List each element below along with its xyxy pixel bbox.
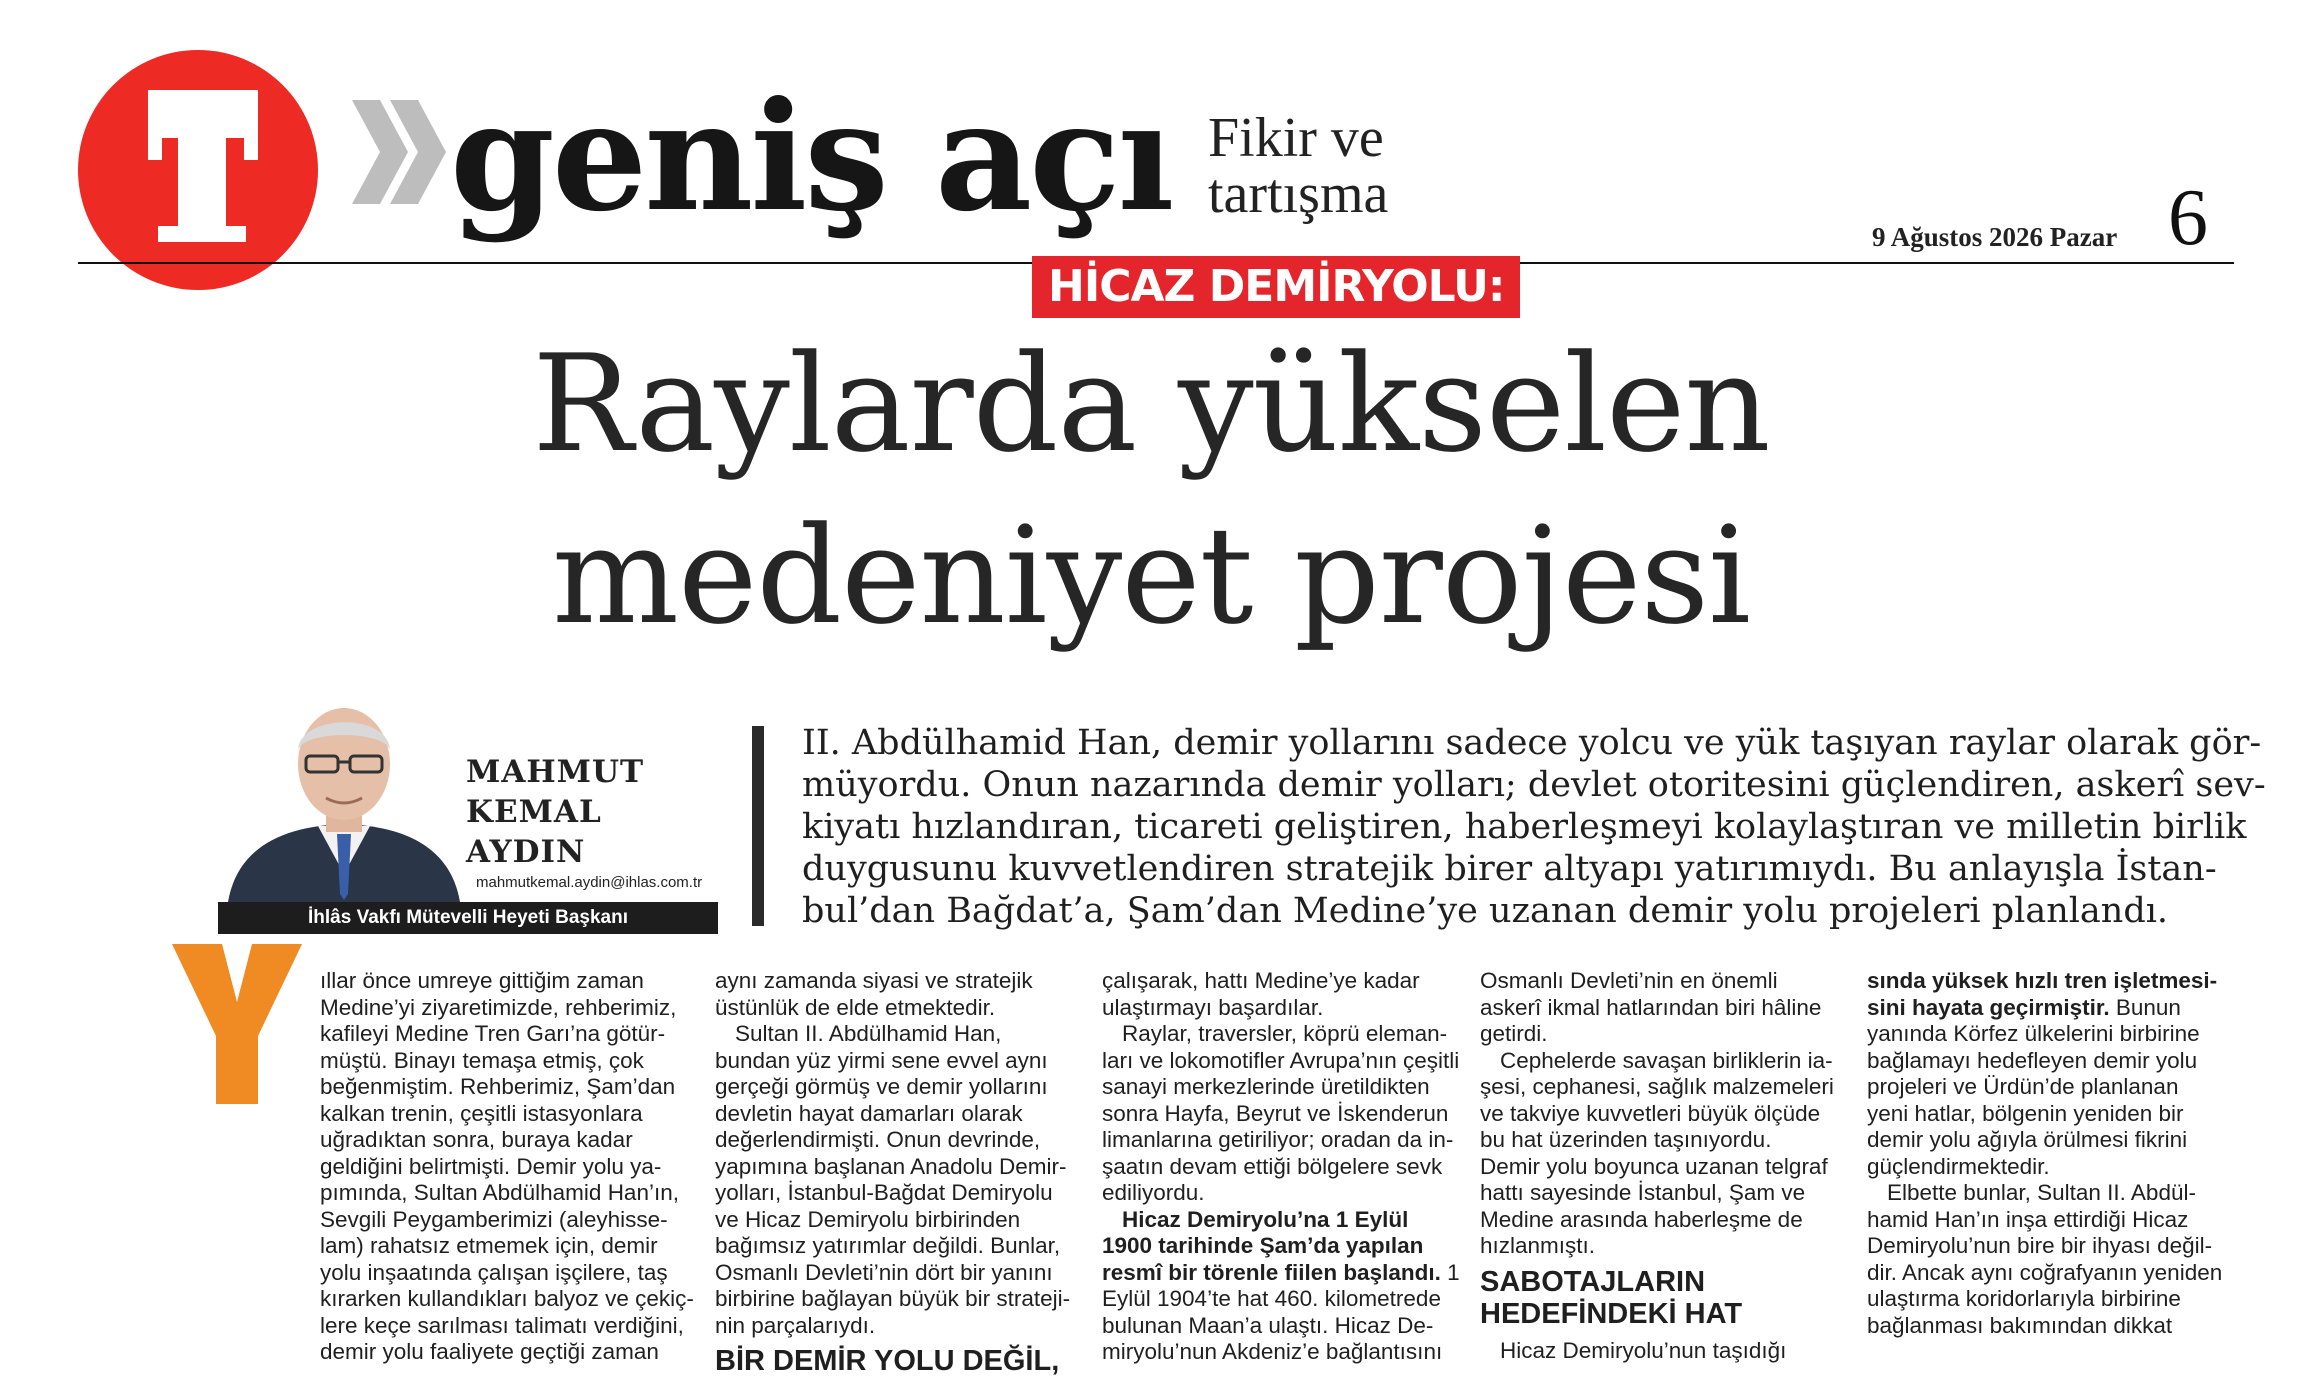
- body-column-1: [320, 968, 694, 1366]
- author-title: İhlâs Vakfı Mütevelli Heyeti Başkanı: [218, 902, 718, 934]
- body-line: yeni hatlar, bölgenin yeniden bir: [1867, 1100, 2184, 1126]
- section-subtitle-line: tartışma: [1208, 163, 1389, 225]
- body-line: ıllar önce umreye gittiğim zaman: [320, 968, 644, 993]
- body-line: getirdi.: [1480, 1021, 1548, 1046]
- section-title: geniş açı: [450, 69, 1172, 245]
- body-line-bold: sini hayata geçirmiştir.: [1867, 994, 2110, 1020]
- body-line-bold: 1900 tarihinde Şam’da yapılan: [1102, 1233, 1424, 1258]
- body-line: Osmanlı Devleti’nin dört bir yanını: [715, 1259, 1053, 1285]
- body-column-2: [715, 968, 1070, 1377]
- lead-line: kiyatı hızlandıran, ticareti geliştiren, haberleşmeyi kolaylaştıran ve milletin birlik: [802, 807, 2247, 847]
- body-line: Eylül 1904’te hat 460. kilometrede: [1102, 1286, 1441, 1311]
- body-line: şesi, cephanesi, sağlık malzemeleri: [1480, 1074, 1834, 1099]
- subheading: HEDEFİNDEKİ HAT: [1480, 1297, 1743, 1330]
- body-line: şaatın devam ettiği bölgelere sevk: [1102, 1153, 1443, 1179]
- body-line: hattı sayesinde İstanbul, Şam ve: [1480, 1180, 1806, 1205]
- body-line: kalkan trenin, çeşitli istasyonlara: [320, 1100, 643, 1126]
- body-line: geldiğini belirtmişti. Demir yolu ya-: [320, 1153, 662, 1179]
- body-line: bulunan Maan’a ulaştı. Hicaz De-: [1102, 1312, 1434, 1338]
- body-line: kırarken kullandıkları balyoz ve çekiç-: [320, 1286, 694, 1311]
- body-line: kafileyi Medine Tren Garı’na götür-: [320, 1021, 666, 1046]
- newspaper-logo: [78, 50, 318, 290]
- author-name: [466, 752, 644, 872]
- author-name-line: KEMAL: [466, 794, 602, 830]
- body-line: üstünlük de elde etmektedir.: [715, 994, 996, 1020]
- body-line: Demir yolu boyunca uzanan telgraf: [1480, 1153, 1828, 1179]
- body-line: projeleri ve Ürdün’de planlanan: [1867, 1074, 2179, 1099]
- headline-line: medeniyet projesi: [551, 498, 1751, 654]
- body-column-4: [1480, 968, 1834, 1364]
- body-line: Sultan II. Abdülhamid Han,: [735, 1021, 1002, 1046]
- body-line: hızlanmıştı.: [1480, 1233, 1596, 1258]
- body-line: beğenmiştim. Rehberimiz, Şam’dan: [320, 1074, 676, 1099]
- body-line: miryolu’nun Akdeniz’e bağlantısını: [1102, 1339, 1443, 1364]
- body-line: gerçeği görmüş ve demir yollarını: [715, 1074, 1048, 1099]
- author-name-line: MAHMUT: [466, 754, 645, 790]
- body-line: Hicaz Demiryolu’nun taşıdığı: [1500, 1337, 1787, 1363]
- body-line: Cephelerde savaşan birliklerin ia-: [1500, 1047, 1833, 1073]
- body-line: bu hat üzerinden taşınıyordu.: [1480, 1127, 1772, 1152]
- lead-line: müyordu. Onun nazarında demir yolları; devlet otoritesini güçlendiren, askerî sev-: [802, 765, 2266, 805]
- body-line: değerlendirmişti. Onun devrinde,: [715, 1127, 1041, 1152]
- section-subtitle-line: Fikir ve: [1208, 107, 1384, 169]
- body-line: müştü. Binayı temaşa etmiş, çok: [320, 1047, 644, 1073]
- body-line: Medine’yi ziyaretimizde, rehberimiz,: [320, 994, 677, 1020]
- lead-accent-bar: [752, 726, 764, 926]
- body-line: yanında Körfez ülkelerini birbirine: [1867, 1021, 2200, 1046]
- body-line-bold: sında yüksek hızlı tren işletmesi-: [1867, 968, 2218, 993]
- body-line: çalışarak, hattı Medine’ye kadar: [1102, 968, 1420, 993]
- body-line: Sevgili Peygamberimizi (aleyhisse-: [320, 1206, 668, 1232]
- body-line: bundan yüz yirmi sene evvel aynı: [715, 1047, 1048, 1073]
- body-line: ve takviye kuvvetleri büyük ölçüde: [1480, 1100, 1821, 1126]
- body-line: Osmanlı Devleti’nin en önemli: [1480, 968, 1778, 993]
- page-number: 6: [2168, 174, 2208, 262]
- body-line-bold: resmî bir törenle fiilen başlandı.: [1102, 1259, 1441, 1285]
- headline-kicker: HİCAZ DEMİRYOLU:: [1032, 256, 1520, 318]
- body-line: devletin hayat damarları olarak: [715, 1100, 1023, 1126]
- body-line: birbirine bağlayan büyük bir strateji-: [715, 1286, 1071, 1311]
- body-line: askerî ikmal hatlarından biri hâline: [1480, 994, 1822, 1020]
- body-line: güçlendirmektedir.: [1867, 1153, 2050, 1179]
- body-line: lam) rahatsız etmemek için, demir: [320, 1233, 658, 1258]
- body-line: demir yolu ağıyla örülmesi fikrini: [1867, 1127, 2188, 1152]
- body-line: sonra Hayfa, Beyrut ve İskenderun: [1102, 1100, 1449, 1126]
- body-column-5: [1867, 968, 2222, 1339]
- body-line: ları ve lokomotifler Avrupa’nın çeşitli: [1102, 1047, 1460, 1073]
- body-line: bağlanması bakımından dikkat: [1867, 1312, 2173, 1338]
- body-line: dir. Ancak aynı coğrafyanın yeniden: [1867, 1259, 2223, 1285]
- body-line: limanlarına getiriliyor; oradan da in-: [1102, 1127, 1454, 1152]
- body-line: aynı zamanda siyasi ve stratejik: [715, 968, 1033, 993]
- author-email: mahmutkemal.aydin@ihlas.com.tr: [476, 874, 703, 891]
- dropcap-y: [172, 944, 302, 1104]
- issue-date: 9 Ağustos 2026 Pazar: [1872, 222, 2118, 252]
- subheading: SABOTAJLARIN: [1480, 1265, 1706, 1298]
- body-line-fragment: 1: [1440, 1259, 1460, 1285]
- body-line: bağlamayı hedefleyen demir yolu: [1867, 1047, 2198, 1073]
- body-line: Demiryolu’nun bire bir ihyası değil-: [1867, 1233, 2213, 1258]
- lead-line: duygusunu kuvvetlendiren stratejik birer altyapı yatırımıydı. Bu anlayışla İstan-: [802, 849, 2217, 889]
- body-line-bold: Hicaz Demiryolu’na 1 Eylül: [1122, 1206, 1409, 1232]
- body-line: uğradıktan sonra, buraya kadar: [320, 1127, 633, 1152]
- body-line: Elbette bunlar, Sultan II. Abdül-: [1887, 1180, 2196, 1205]
- body-line: lere keçe sarılması talimatı verdiğini,: [320, 1312, 684, 1338]
- body-line: yolları, İstanbul-Bağdat Demiryolu: [715, 1180, 1053, 1205]
- body-line: sanayi merkezlerinde üretildikten: [1102, 1074, 1430, 1099]
- body-line: nin parçalarıydı.: [715, 1312, 876, 1338]
- body-line: ve Hicaz Demiryolu birbirinden: [715, 1206, 1021, 1232]
- body-line: Raylar, traversler, köprü eleman-: [1122, 1021, 1448, 1046]
- lead-paragraph: [802, 722, 2266, 932]
- body-line: ulaştırmayı başardılar.: [1102, 994, 1324, 1020]
- headline-line: Raylarda yükselen: [532, 326, 1770, 482]
- body-line: yapımına başlanan Anadolu Demir-: [715, 1153, 1067, 1179]
- body-line: ulaştırma koridorlarıyla birbirine: [1867, 1286, 2181, 1311]
- body-line: hamid Han’ın inşa ettirdiği Hicaz: [1867, 1206, 2189, 1232]
- section-subtitle: [1208, 107, 1389, 225]
- body-line: bağımsız yatırımlar değildi. Bunlar,: [715, 1233, 1061, 1258]
- lead-line: II. Abdülhamid Han, demir yollarını sadece yolcu ve yük taşıyan raylar olarak gör-: [802, 723, 2262, 763]
- body-line: Medine arasında haberleşme de: [1480, 1206, 1803, 1232]
- author-name-line: AYDIN: [466, 834, 586, 870]
- headline: [0, 318, 2302, 662]
- double-chevron-icon: [350, 92, 450, 212]
- body-line: pımında, Sultan Abdülhamid Han’ın,: [320, 1180, 679, 1205]
- body-line-fragment: Bunun: [2109, 994, 2181, 1020]
- subheading: BİR DEMİR YOLU DEĞİL,: [715, 1345, 1060, 1377]
- body-line: ediliyordu.: [1102, 1180, 1205, 1205]
- body-column-3: [1102, 968, 1460, 1366]
- author-photo: [218, 694, 470, 902]
- body-line: demir yolu faaliyete geçtiği zaman: [320, 1339, 659, 1364]
- lead-line: bul’dan Bağdat’a, Şam’dan Medine’ye uzanan demir yolu projeleri planlandı.: [802, 891, 2169, 931]
- body-line: yolu inşaatında çalışan işçilere, taş: [320, 1259, 668, 1285]
